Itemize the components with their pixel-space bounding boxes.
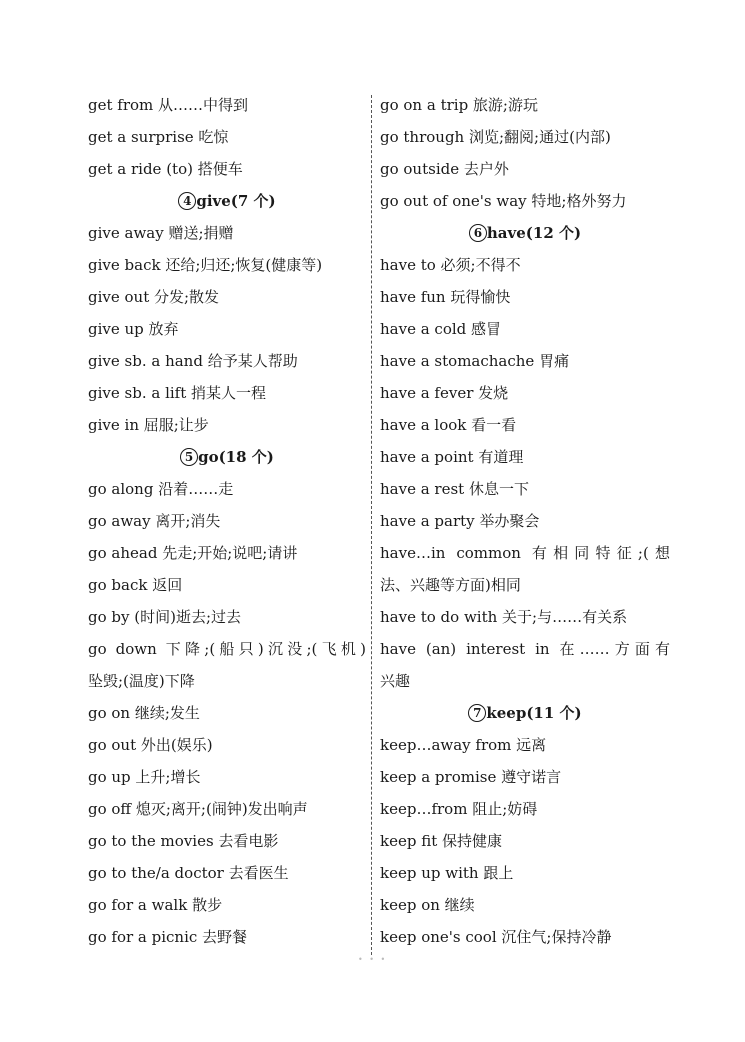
section-number: 6	[469, 224, 487, 242]
phrase-entry: keep fit 保持健康	[380, 832, 503, 850]
phrase-entry: go away 离开;消失	[88, 512, 221, 530]
phrase-entry: go on 继续;发生	[88, 704, 200, 722]
right-column	[380, 89, 670, 953]
section-number: 4	[178, 192, 196, 210]
section-heading	[88, 185, 366, 217]
phrase-entry: get a ride (to) 搭便车	[88, 160, 243, 178]
left-column	[88, 89, 366, 953]
phrase-entry: have a rest 休息一下	[380, 480, 529, 498]
phrase-entry: keep on 继续	[380, 896, 475, 914]
phrase-entry: keep up with 跟上	[380, 864, 514, 882]
phrase-entry: have (an) interest in 在……方面有	[380, 640, 670, 658]
phrase-entry: give sb. a lift 捎某人一程	[88, 384, 267, 402]
phrase-entry: go down 下降;(船只)沉没;(飞机)	[88, 640, 366, 658]
phrase-entry: go by (时间)逝去;过去	[88, 608, 242, 626]
phrase-entry: 坠毁;(温度)下降	[88, 672, 195, 690]
phrase-entry: keep…from 阻止;妨碍	[380, 800, 538, 818]
phrase-entry: go on a trip 旅游;游玩	[380, 96, 538, 114]
phrase-entry: keep a promise 遵守诺言	[380, 768, 562, 786]
section-title: go(18 个)	[198, 448, 274, 466]
phrase-entry: give away 赠送;捐赠	[88, 224, 234, 242]
phrase-entry: have to do with 关于;与……有关系	[380, 608, 628, 626]
phrase-entry: go to the movies 去看电影	[88, 832, 279, 850]
phrase-entry: have a party 举办聚会	[380, 512, 540, 530]
phrase-entry: have a cold 感冒	[380, 320, 502, 338]
phrase-entry: go through 浏览;翻阅;通过(内部)	[380, 128, 611, 146]
phrase-entry: go for a picnic 去野餐	[88, 928, 248, 946]
phrase-entry: 兴趣	[380, 672, 411, 690]
phrase-entry: 法、兴趣等方面)相同	[380, 576, 521, 594]
phrase-entry: go ahead 先走;开始;说吧;请讲	[88, 544, 298, 562]
phrase-entry: go outside 去户外	[380, 160, 509, 178]
phrase-entry: give out 分发;散发	[88, 288, 220, 306]
section-number: 5	[180, 448, 198, 466]
phrase-entry: have fun 玩得愉快	[380, 288, 511, 306]
phrase-entry: go along 沿着……走	[88, 480, 234, 498]
phrase-entry: give up 放弃	[88, 320, 179, 338]
phrase-entry: get a surprise 吃惊	[88, 128, 229, 146]
phrase-entry: keep…away from 远离	[380, 736, 547, 754]
section-title: give(7 个)	[196, 192, 276, 210]
phrase-entry: go out 外出(娱乐)	[88, 736, 213, 754]
section-heading	[88, 441, 366, 473]
phrase-entry: have a look 看一看	[380, 416, 517, 434]
column-divider	[371, 95, 372, 955]
phrase-entry: have to 必须;不得不	[380, 256, 521, 274]
phrase-entry: keep one's cool 沉住气;保持冷静	[380, 928, 612, 946]
phrase-entry: give in 屈服;让步	[88, 416, 209, 434]
phrase-entry: have a stomachache 胃痛	[380, 352, 570, 370]
phrase-entry: go for a walk 散步	[88, 896, 223, 914]
phrase-entry: give sb. a hand 给予某人帮助	[88, 352, 298, 370]
phrase-entry: go off 熄灭;离开;(闹钟)发出响声	[88, 800, 308, 818]
section-heading	[380, 697, 670, 729]
section-title: have(12 个)	[486, 224, 582, 242]
page-footer-mark: • • •	[358, 955, 388, 964]
phrase-entry: have a point 有道理	[380, 448, 524, 466]
phrase-entry: go out of one's way 特地;格外努力	[380, 192, 627, 210]
phrase-entry: get from 从……中得到	[88, 96, 249, 114]
phrase-entry: go to the/a doctor 去看医生	[88, 864, 289, 882]
section-heading	[380, 217, 670, 249]
phrase-entry: have a fever 发烧	[380, 384, 509, 402]
section-title: keep(11 个)	[486, 704, 582, 722]
phrase-entry: give back 还给;归还;恢复(健康等)	[88, 256, 323, 274]
section-number: 7	[468, 704, 486, 722]
phrase-entry: go up 上升;增长	[88, 768, 201, 786]
phrase-entry: go back 返回	[88, 576, 183, 594]
phrase-entry: have…in common 有相同特征;(想	[380, 544, 670, 562]
